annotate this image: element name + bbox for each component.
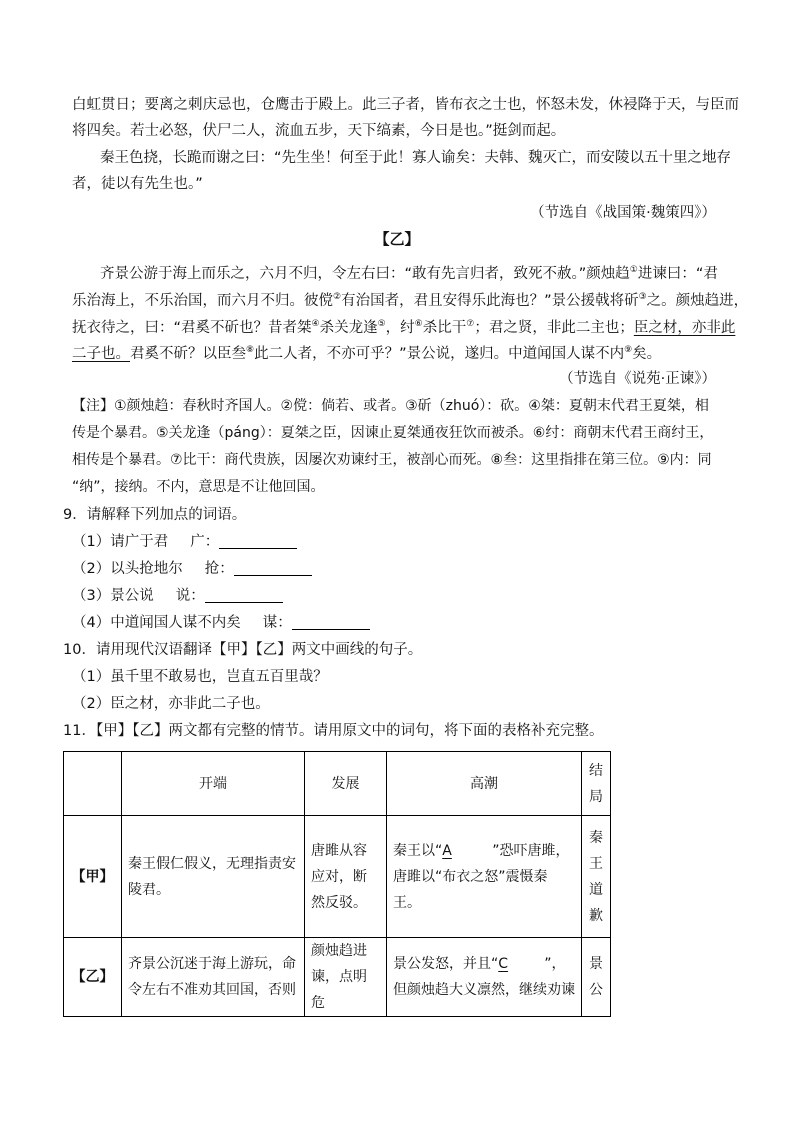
yi-line-4 (72, 337, 661, 367)
jia-text-line-3: 秦王色挠，长跪而谢之曰：“先生坐！何至于此！寡人谕矣：夫韩、魏灭亡，而安陵以五十里之地存 (100, 150, 732, 166)
answer-blank[interactable] (234, 559, 312, 576)
yi-text: 杀比干 (422, 320, 467, 336)
q9-title: 9．请解释下列加点的词语。 (63, 507, 247, 523)
note-mark: ② (333, 292, 342, 302)
answer-blank[interactable] (292, 613, 370, 630)
header-climax: 高潮 (387, 752, 582, 816)
q9-item-text: （2）以头抢地尔 (72, 561, 183, 577)
yi-text: 抚衣待之，曰：“君奚不斫也？昔者桀 (72, 320, 312, 336)
header-ending: 结局 (582, 752, 611, 816)
note-mark: ⑤ (377, 319, 386, 329)
yi-climax-cell (387, 938, 582, 1017)
yi-start-cell: 齐景公沉迷于海上游玩，命令左右不准劝其回国，否则 (122, 938, 305, 1017)
climax-text: 秦王以“ (393, 842, 443, 859)
climax-text: ”恐吓唐雎，唐雎以“布衣之怒”震慑秦王。 (393, 842, 570, 911)
q9-item-word: 广： (190, 534, 220, 550)
q10-title: 10．请用现代汉语翻译【甲】【乙】两文中画线的句子。 (63, 642, 423, 658)
notes-line-3: 相传是个暴君。⑦比干：商代贵族，因屡次劝谏纣王，被剖心而死。⑧叁：这里指排在第三位。⑨内：同 (72, 452, 712, 468)
row-label-jia: 【甲】 (64, 816, 122, 938)
yi-text: ；君之贤，非此二主也； (474, 320, 634, 336)
note-mark: ⑧ (246, 345, 255, 355)
note-mark: ③ (638, 292, 647, 302)
notes-line-4: “纳”，接纳。不内，意思是不让他回国。 (72, 479, 325, 495)
answer-blank-c[interactable]: C (498, 956, 509, 972)
header-develop: 发展 (305, 752, 387, 816)
table-row-jia (64, 816, 611, 938)
yi-text: 进谏曰：“君 (637, 266, 718, 282)
note-mark: ⑥ (414, 319, 423, 329)
jia-climax-cell (387, 816, 582, 938)
yi-text: 矣。 (632, 346, 662, 362)
note-mark: ⑨ (624, 345, 633, 355)
notes-line-2: 传是个暴君。⑤关龙逢（páng）：夏桀之臣，因谏止夏桀通夜狂饮而被杀。⑥纣：商朝末代君王商纣王， (72, 425, 714, 441)
row-label-yi: 【乙】 (64, 938, 122, 1017)
note-mark: ④ (311, 319, 320, 329)
table-header-row (64, 752, 611, 816)
yi-text: 有治国者，君且安得乐此海也？”景公援戟将斫 (341, 293, 639, 309)
answer-blank[interactable] (219, 532, 297, 549)
yi-text: ，纣 (385, 320, 415, 336)
q9-item-word: 谋： (262, 615, 292, 631)
plot-table (63, 751, 611, 1017)
q9-item-text: （3）景公说 (72, 588, 154, 604)
yi-heading: 【乙】 (374, 230, 420, 248)
jia-text-line-4: 者，徒以有先生也。” (72, 176, 203, 192)
q11-title: 11．【甲】【乙】两文都有完整的情节。请用原文中的词句，将下面的表格补充完整。 (63, 723, 604, 739)
yi-text: 齐景公游于海上而乐之，六月不归，令左右曰：“敢有先言归者，致死不赦。”颜烛趋 (100, 266, 630, 282)
q9-item-2 (72, 556, 312, 582)
yi-line-2 (72, 284, 748, 314)
yi-text: 乐治海上，不乐治国，而六月不归。彼傥 (72, 293, 333, 309)
answer-blank[interactable] (205, 586, 283, 603)
yi-develop-cell: 颜烛趋进谏，点明危 (305, 938, 387, 1017)
jia-source: （节选自《战国策·魏策四》） (530, 205, 716, 221)
yi-source: （节选自《说苑·正谏》） (559, 371, 716, 387)
answer-blank-a[interactable]: A (442, 842, 452, 859)
header-start: 开端 (122, 752, 305, 816)
notes-line-1: 【注】①颜烛趋：春秋时齐国人。②傥：倘若、或者。③斫（zhuó）：砍。④桀：夏朝末代君王夏桀，相 (72, 398, 709, 414)
note-mark: ① (629, 265, 638, 275)
q9-item-1 (72, 529, 297, 555)
yi-line-1 (100, 257, 718, 287)
yi-ending-cell: 景公 (582, 938, 611, 1017)
q9-item-4 (72, 610, 370, 636)
table-row-yi (64, 938, 611, 1017)
q9-item-word: 抢： (204, 561, 234, 577)
yi-text: 杀关龙逢 (319, 320, 378, 336)
jia-ending-cell: 秦王道歉 (582, 816, 611, 938)
climax-text: ”，但颜烛趋大义凛然，继续劝谏 (393, 956, 575, 998)
q10-item-2: （2）臣之材，亦非此二子也。 (72, 696, 270, 712)
underlined-sentence: 臣之材，亦非此 (633, 320, 736, 336)
yi-text: 君奚不斫？以臣叁 (130, 346, 246, 362)
jia-text-line-2: 将四矣。若士必怒，伏尸二人，流血五步，天下缟素，今日是也。”挺剑而起。 (72, 123, 566, 139)
note-mark: ⑦ (466, 319, 475, 329)
underlined-sentence: 二子也。 (72, 346, 130, 362)
header-cell-empty (64, 752, 122, 816)
jia-start-cell: 秦王假仁假义，无理指责安陵君。 (122, 816, 305, 938)
q10-item-1: （1）虽千里不敢易也，岂直五百里哉？ (72, 669, 328, 685)
yi-text: 之。颜烛趋进， (646, 293, 749, 309)
q9-item-text: （1）请广于君 (72, 534, 169, 550)
jia-text-line-1: 白虹贯日；要离之刺庆忌也，仓鹰击于殿上。此三子者，皆布衣之士也，怀怒未发，休祲降于天，与臣而 (72, 97, 739, 113)
jia-develop-cell: 唐雎从容应对，断然反驳。 (305, 816, 387, 938)
q9-item-3 (72, 583, 283, 609)
yi-text: 此二人者，不亦可乎？”景公说，遂归。中道闻国人谋不内 (254, 346, 625, 362)
climax-text: 景公发怒，并且“ (393, 956, 499, 972)
q9-item-text: （4）中道闻国人谋不内矣 (72, 615, 241, 631)
q9-item-word: 说： (175, 588, 205, 604)
